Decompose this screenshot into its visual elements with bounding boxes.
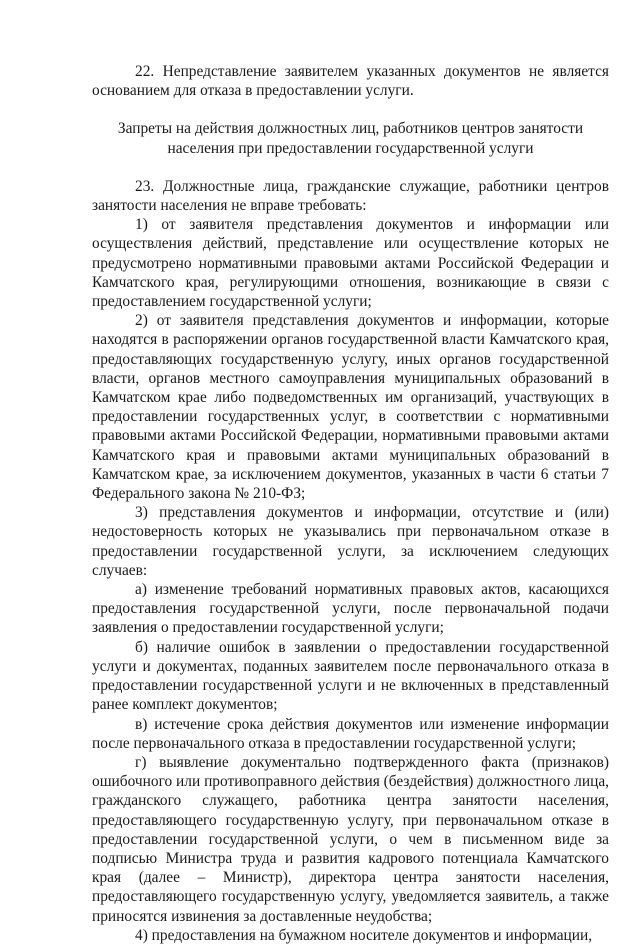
paragraph-item-3: 3) представления документов и информации, отсутствие и (или) недостоверность которых не указывались при первоначальном отказе в предоставлении государственной услуги, за исключением следующих случаев: — [92, 504, 609, 579]
paragraph-subitem-v: в) истечение срока действия документов или изменение информации после первоначального отказа в предоставлении государственной услуги; — [92, 715, 609, 752]
paragraph-22: 22. Непредставление заявителем указанных документов не является основанием для отказа в предоставлении услуги. — [92, 63, 609, 100]
paragraph-item-4: 4) предоставления на бумажном носителе документов и информации, — [135, 926, 593, 944]
paragraph-subitem-b: б) наличие ошибок в заявлении о предоставлении государственной услуги и документах, поданных заявителем после первоначального отказа в предоставлении государственной услуги и не включенных в представленный ранее комплект документов; — [92, 638, 609, 714]
paragraph-item-1: 1) от заявителя представления документов и информации или осуществления действий, представление или осуществление которых не предусмотрено нормативными правовыми актами Российской Федерации и Камчатского края, регулирующими отношения, возникающие в связи с предоставлением государственной услуги; — [92, 216, 609, 311]
section-heading-line-2: населения при предоставлении государственной услуги — [167, 139, 534, 157]
paragraph-item-2: 2) от заявителя представления документов и информации, которые находятся в распоряжении органов государственной власти Камчатского края, предоставляющих государственную услугу, иных органов государственной власти, органов местного самоуправления муниципальных образований в Камчатском крае либо подведомственных им организаций, участвующих в предоставлении государственных услуг, в соответствии с нормативными правовыми актами Российской Федерации, нормативными правовыми актами Камчатского края и правовыми актами муниципальных образований в Камчатском крае, за исключением документов, указанных в части 6 статьи 7 Федерального закона № 210-ФЗ; — [92, 312, 609, 503]
section-heading — [92, 119, 609, 157]
document-body — [92, 62, 609, 945]
section-heading-line-1: Запреты на действия должностных лиц, работников центров занятости — [117, 120, 584, 138]
paragraph-subitem-a: а) изменение требований нормативных правовых актов, касающихся предоставления государственной услуги, после первоначальной подачи заявления о предоставлении государственной услуги; — [92, 581, 609, 637]
paragraph-23: 23. Должностные лица, гражданские служащие, работники центров занятости населения не вправе требовать: — [92, 177, 609, 215]
paragraph-subitem-g: г) выявление документально подтвержденного факта (признаков) ошибочного или противоправного действия (бездействия) должностного лица, гражданского служащего, работника центра занятости населения, предоставляющего государственную услугу, при первоначальном отказе в предоставлении государственной услуги, о чем в письменном виде за подписью Министра труда и развития кадрового потенциала Камчатского края (далее – Министр), директора центра занятости населения, предоставляющего государственную услугу, уведомляется заявитель, а также приносятся извинения за доставленные неудобства; — [92, 753, 609, 925]
